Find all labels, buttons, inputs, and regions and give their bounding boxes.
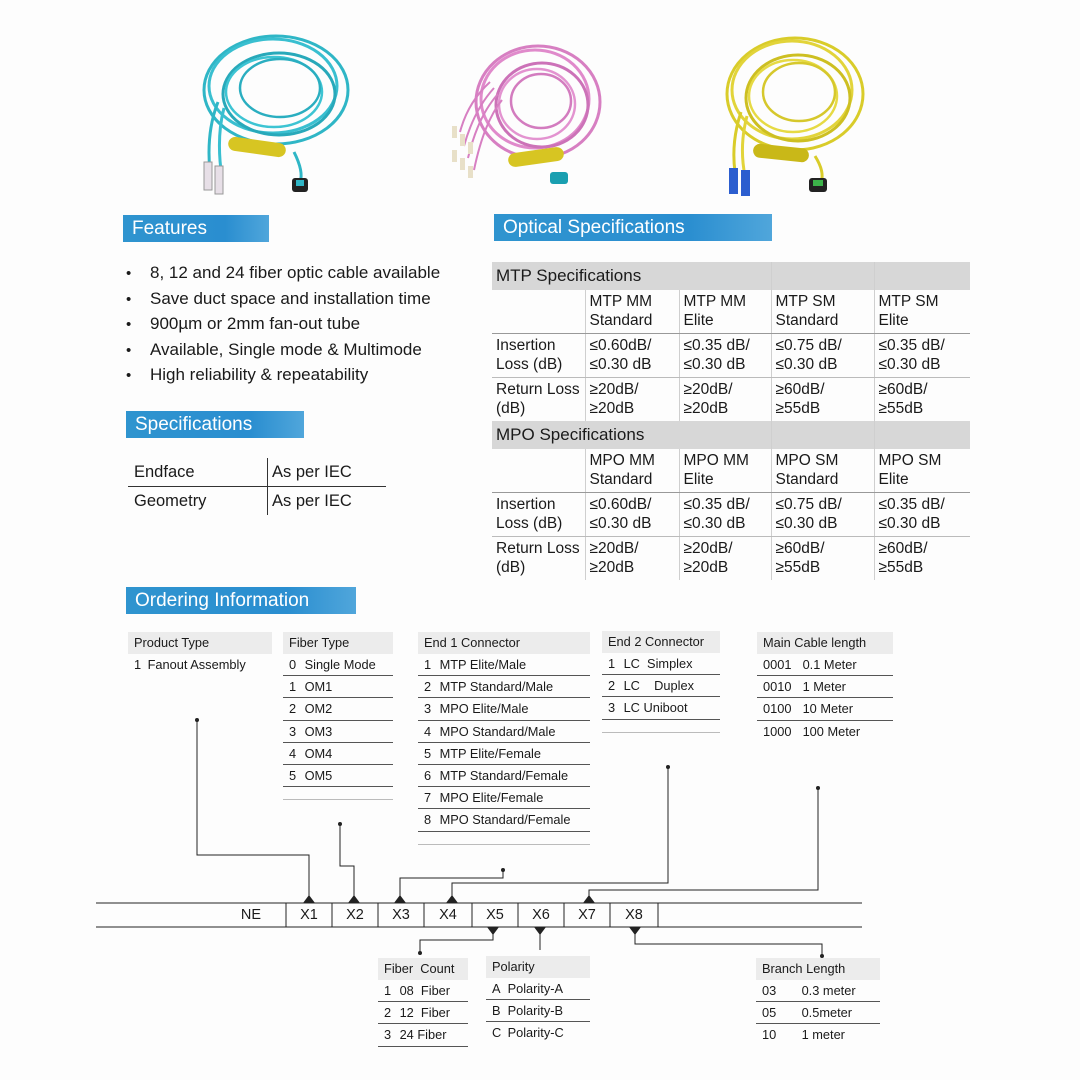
box-title: Fiber Count: [378, 958, 468, 980]
feature-text: 8, 12 and 24 fiber optic cable available: [150, 263, 441, 282]
option-label: Single Mode: [304, 657, 376, 672]
option-code: 0001: [763, 657, 792, 672]
option-code: 1: [424, 657, 432, 672]
option-item: [418, 721, 590, 743]
table-cell: ≤0.75 dB/ ≤0.30 dB: [771, 493, 874, 537]
table-cell: ≤0.35 dB/ ≤0.30 dB: [679, 493, 771, 537]
option-label: 1 Meter: [802, 679, 846, 695]
option-code: A: [492, 981, 501, 996]
bullet: •: [126, 265, 132, 282]
option-item: [602, 675, 720, 697]
option-label: MPO Standard/Male: [439, 723, 556, 739]
option-code: 2: [424, 679, 432, 695]
option-item: [128, 654, 272, 675]
option-label: LC Duplex: [623, 678, 694, 694]
main-cable-length-box: [757, 632, 893, 742]
option-label: MPO Standard/Female: [439, 812, 571, 828]
end1-connector-box: [418, 632, 590, 845]
option-item: [418, 676, 590, 698]
option-code: 1: [134, 657, 142, 672]
option-item: [486, 1022, 590, 1043]
option-code: 5: [289, 767, 297, 783]
blank-row: [602, 720, 720, 733]
row-label: Insertion Loss (dB): [492, 493, 585, 537]
option-label: OM4: [304, 745, 333, 761]
code-slot-x7: X7: [578, 907, 596, 923]
box-title: Fiber Type: [283, 632, 393, 654]
option-label: OM2: [304, 701, 333, 717]
row-label: Return Loss (dB): [492, 537, 585, 581]
option-code: 10: [762, 1027, 777, 1043]
option-item: [418, 743, 590, 765]
option-label: MPO Elite/Male: [439, 701, 529, 717]
option-item: [283, 676, 393, 698]
option-code: 4: [289, 745, 297, 761]
option-code: 1000: [763, 723, 792, 739]
code-prefix: NE: [240, 907, 262, 923]
spec-value: As per IEC: [272, 463, 352, 481]
option-item: [418, 698, 590, 720]
column-header: MTP MM Elite: [679, 290, 771, 334]
table-cell: ≤0.35 dB/ ≤0.30 dB: [874, 493, 970, 537]
option-label: MTP Standard/Female: [439, 767, 569, 783]
box-title: Branch Length: [756, 958, 880, 980]
code-slot-x4: X4: [439, 907, 457, 923]
option-item: [418, 787, 590, 809]
table-cell: ≥60dB/ ≥55dB: [771, 378, 874, 422]
option-code: 2: [608, 678, 616, 694]
option-label: MTP Elite/Female: [439, 745, 542, 761]
option-item: [283, 743, 393, 765]
bullet: •: [126, 367, 132, 384]
option-label: 24 Fiber: [399, 1027, 447, 1043]
option-item: [756, 1024, 880, 1045]
code-slot-x3: X3: [392, 907, 410, 923]
bullet: •: [126, 316, 132, 333]
product-type-box: [128, 632, 272, 675]
table-cell: ≥20dB/ ≥20dB: [679, 378, 771, 422]
option-code: 2: [289, 701, 297, 717]
table-cell: ≤0.60dB/ ≤0.30 dB: [585, 493, 679, 537]
option-item: [757, 721, 893, 742]
table-cell: ≥60dB/ ≥55dB: [878, 381, 928, 417]
option-code: C: [492, 1025, 502, 1041]
option-label: MPO Elite/Female: [439, 790, 544, 806]
option-item: [378, 980, 468, 1002]
option-item: [602, 697, 720, 719]
polarity-box: [486, 956, 590, 1044]
option-code: 05: [762, 1005, 777, 1021]
option-item: [757, 698, 893, 720]
table-cell: ≤0.75 dB/ ≤0.30 dB: [771, 334, 874, 378]
option-code: 0: [289, 657, 297, 672]
table-cell: ≥20dB/ ≥20dB: [585, 537, 679, 581]
option-label: 100 Meter: [802, 723, 861, 739]
box-title: Main Cable length: [757, 632, 893, 654]
option-item: [486, 978, 590, 1000]
feature-text: High reliability & repeatability: [150, 365, 369, 384]
option-code: 6: [424, 767, 432, 783]
option-code: B: [492, 1003, 501, 1019]
group-title: MPO Specifications: [492, 421, 771, 449]
box-title: Polarity: [486, 956, 590, 978]
option-code: 1: [289, 679, 297, 695]
feature-text: 900µm or 2mm fan-out tube: [150, 314, 361, 333]
code-slot-x6: X6: [532, 907, 550, 923]
blank-row: [283, 787, 393, 800]
option-item: [283, 765, 393, 787]
option-code: 3: [289, 723, 297, 739]
table-cell: ≤0.35 dB/ ≤0.30 dB: [679, 334, 771, 378]
table-cell: ≥60dB/ ≥55dB: [771, 537, 874, 581]
option-code: 5: [424, 745, 432, 761]
option-label: LC Simplex: [623, 656, 693, 671]
option-label: MTP Standard/Male: [439, 679, 554, 695]
option-label: MTP Elite/Male: [439, 657, 527, 672]
end2-connector-box: [602, 631, 720, 733]
row-label: Return Loss (dB): [492, 378, 585, 422]
option-item: [756, 1002, 880, 1024]
column-header: MPO SM Standard: [771, 449, 874, 493]
table-cell: ≥20dB/ ≥20dB: [679, 537, 771, 581]
option-code: 2: [384, 1005, 392, 1021]
option-code: 0010: [763, 679, 792, 695]
option-item: [757, 676, 893, 698]
fiber-type-box: [283, 632, 393, 800]
option-label: 0.1 Meter: [802, 657, 857, 672]
option-code: 0100: [763, 701, 792, 717]
option-label: 0.3 meter: [801, 983, 856, 998]
ordering-information-header: Ordering Information: [126, 587, 356, 614]
feature-text: Available, Single mode & Multimode: [150, 339, 422, 359]
option-label: OM5: [304, 767, 333, 783]
option-label: 12 Fiber: [399, 1005, 451, 1021]
column-header: MPO MM Elite: [679, 449, 771, 493]
option-item: [378, 1002, 468, 1024]
code-slot-x5: X5: [486, 907, 504, 923]
option-code: 3: [384, 1027, 392, 1043]
spec-label: Geometry: [128, 487, 268, 515]
option-label: LC Uniboot: [623, 700, 688, 716]
option-label: Polarity-C: [507, 1025, 564, 1041]
code-slot-x1: X1: [300, 907, 318, 923]
option-label: 08 Fiber: [399, 983, 451, 998]
fiber-count-box: [378, 958, 468, 1047]
option-item: [283, 654, 393, 676]
option-item: [378, 1024, 468, 1046]
branch-length-box: [756, 958, 880, 1046]
table-cell: ≥20dB/ ≥20dB: [585, 378, 679, 422]
box-title: End 1 Connector: [418, 632, 590, 654]
code-slot-x2: X2: [346, 907, 364, 923]
option-item: [418, 765, 590, 787]
features-header: Features: [123, 215, 269, 242]
column-header: MPO MM Standard: [585, 449, 679, 493]
optical-specifications-header: Optical Specifications: [494, 214, 772, 241]
option-item: [602, 653, 720, 675]
option-item: [486, 1000, 590, 1022]
option-item: [418, 809, 590, 831]
table-cell: ≤0.60dB/ ≤0.30 dB: [585, 334, 679, 378]
box-title: End 2 Connector: [602, 631, 720, 653]
column-header: MTP SM Standard: [771, 290, 874, 334]
option-item: [418, 654, 590, 676]
option-label: Polarity-B: [507, 1003, 564, 1019]
spec-value: As per IEC: [272, 492, 352, 510]
option-item: [757, 654, 893, 676]
spec-label: Endface: [128, 458, 268, 486]
code-slot-x8: X8: [625, 907, 643, 923]
bullet: •: [126, 290, 132, 308]
option-code: 4: [424, 723, 432, 739]
box-title: Product Type: [128, 632, 272, 654]
option-label: OM1: [304, 679, 333, 695]
option-label: OM3: [304, 723, 333, 739]
option-item: [756, 980, 880, 1002]
bullet: •: [126, 341, 132, 359]
column-header: MPO SM Elite: [874, 449, 970, 493]
option-code: 1: [608, 656, 616, 671]
group-title: MTP Specifications: [492, 262, 771, 290]
option-code: 1: [384, 983, 392, 998]
option-item: [283, 721, 393, 743]
option-code: 7: [424, 790, 432, 806]
option-label: 0.5meter: [801, 1005, 853, 1021]
option-label: Fanout Assembly: [147, 657, 246, 672]
option-code: 03: [762, 983, 777, 998]
option-item: [283, 698, 393, 720]
feature-text: Save duct space and installation time: [150, 288, 431, 308]
table-cell: ≥60dB/ ≥55dB: [878, 540, 928, 576]
option-code: 3: [608, 700, 616, 716]
specifications-header: Specifications: [126, 411, 304, 438]
option-label: 1 meter: [801, 1027, 845, 1043]
option-code: 3: [424, 701, 432, 717]
column-header: MTP SM Elite: [874, 290, 970, 334]
option-label: Polarity-A: [507, 981, 564, 996]
row-label: Insertion Loss (dB): [492, 334, 585, 378]
option-label: 10 Meter: [802, 701, 854, 717]
column-header: MTP MM Standard: [585, 290, 679, 334]
table-cell: ≤0.35 dB/ ≤0.30 dB: [874, 334, 970, 378]
blank-row: [418, 832, 590, 845]
option-code: 8: [424, 812, 432, 828]
